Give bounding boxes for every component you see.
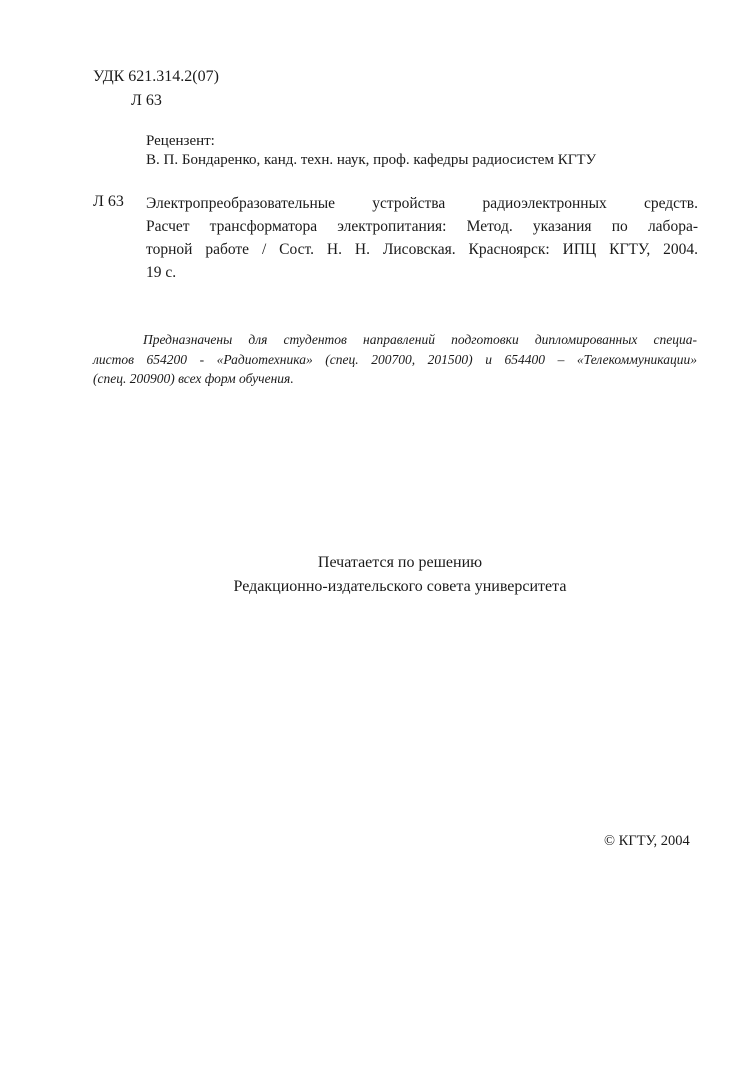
bibliography-description (146, 192, 698, 284)
bibliography-line: Электропреобразовательные устройства радиоэлектронных средств. (146, 195, 698, 212)
reviewer-name: В. П. Бондаренко, канд. техн. наук, проф. кафедры радиосистем КГТУ (146, 152, 597, 168)
publication-approval (0, 551, 756, 599)
purpose-line: листов 654200 - «Радиотехника» (спец. 200700, 201500) и 654400 – «Телекоммуникации» (93, 351, 697, 367)
purpose-annotation (93, 330, 697, 389)
reviewer-label: Рецензент: (146, 133, 215, 149)
bibliography-line: Расчет трансформатора электропитания: Метод. указания по лабора- (146, 218, 698, 235)
approval-line: Печатается по решению (317, 554, 483, 571)
approval-line: Редакционно-издательского совета университета (233, 578, 567, 595)
udk-classification: УДК 621.314.2(07) (93, 68, 219, 85)
purpose-line: Предназначены для студентов направлений подготовки дипломированных специа- (143, 332, 697, 347)
bibliography-line: торной работе / Сост. Н. Н. Лисовская. Красноярск: ИПЦ КГТУ, 2004. (146, 241, 698, 258)
purpose-line: (спец. 200900) всех форм обучения. (93, 371, 294, 386)
bibliography-code: Л 63 (93, 193, 124, 210)
library-code: Л 63 (131, 92, 162, 109)
copyright-notice: © КГТУ, 2004 (604, 833, 690, 849)
bibliography-line: 19 с. (146, 264, 177, 281)
